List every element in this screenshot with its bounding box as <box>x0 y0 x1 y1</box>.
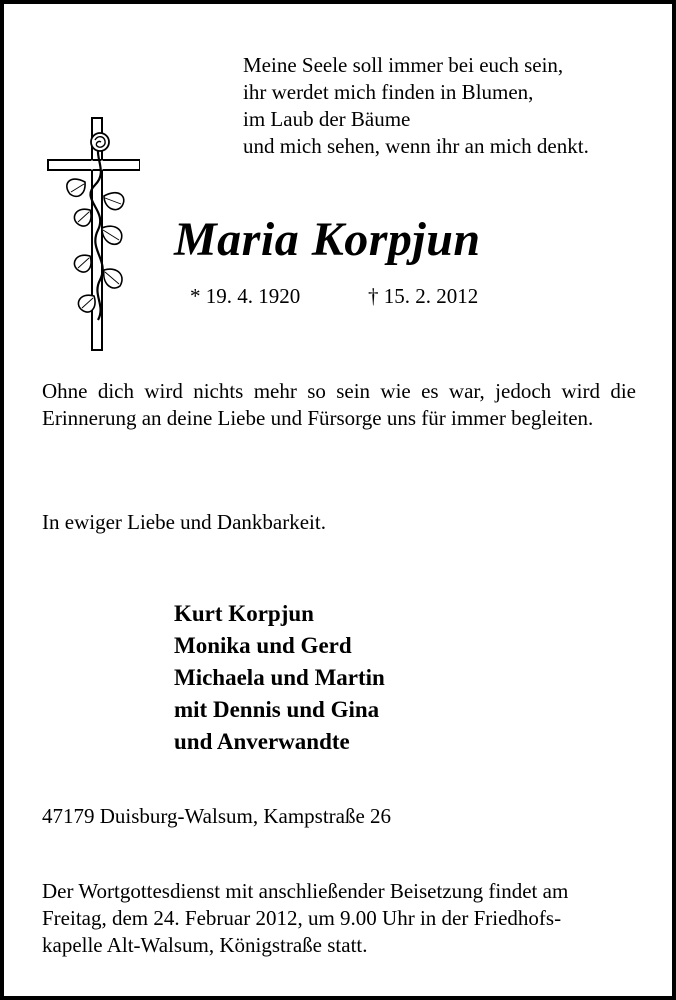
deceased-name: Maria Korpjun <box>174 213 481 266</box>
poem-line: Meine Seele soll immer bei euch sein, <box>243 53 564 77</box>
service-line: Der Wortgottesdienst mit anschließender Beisetzung findet am <box>42 879 569 903</box>
cross-with-rose-icon <box>40 110 140 360</box>
death-date: † 15. 2. 2012 <box>368 284 479 308</box>
poem <box>243 52 589 160</box>
service-line: Freitag, dem 24. Februar 2012, um 9.00 Uhr in der Friedhofs- <box>42 906 562 930</box>
family-line: mit Dennis und Gina <box>174 697 380 722</box>
address: 47179 Duisburg-Walsum, Kampstraße 26 <box>42 804 392 828</box>
service-line: kapelle Alt-Walsum, Königstraße statt. <box>42 933 368 957</box>
service-info <box>42 878 568 959</box>
poem-line: und mich sehen, wenn ihr an mich denkt. <box>243 134 589 158</box>
family-line: Kurt Korpjun <box>174 601 314 626</box>
family-line: Michaela und Martin <box>174 665 385 690</box>
message-paragraph: Ohne dich wird nichts mehr so sein wie es war, jedoch wird die Erinnerung an deine Liebe und Fürsorge uns für immer begleiten. <box>42 379 636 430</box>
dedication: In ewiger Liebe und Dankbarkeit. <box>42 510 326 534</box>
family-signature <box>174 598 385 758</box>
family-line: und Anverwandte <box>174 729 350 754</box>
family-line: Monika und Gerd <box>174 633 352 658</box>
birth-date: * 19. 4. 1920 <box>190 284 301 308</box>
poem-line: ihr werdet mich finden in Blumen, <box>243 80 534 104</box>
poem-line: im Laub der Bäume <box>243 107 411 131</box>
